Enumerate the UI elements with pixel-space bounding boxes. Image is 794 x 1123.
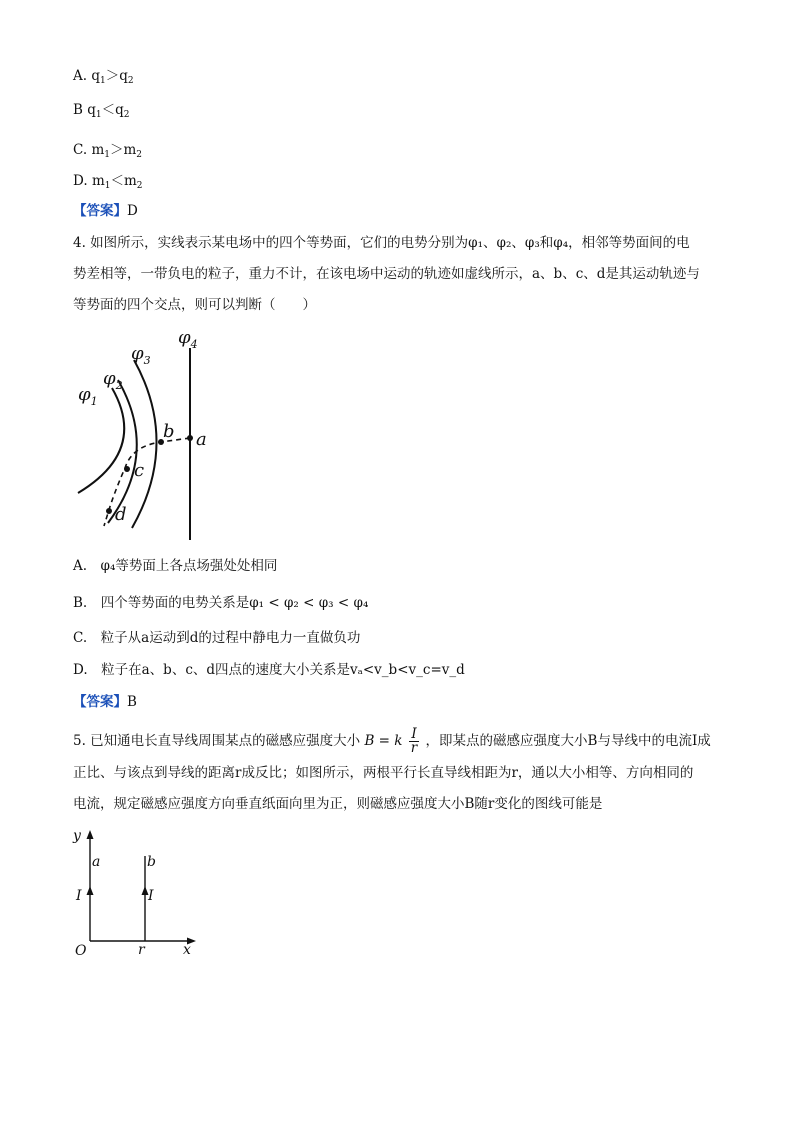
wire-b-current-label: I <box>148 888 154 904</box>
q5-stem-line1: 5. 已知通电长直导线周围某点的磁感应强度大小 B = k $\frac{I}{r}$ ，即某点的磁感应强度大小B与导线中的电流I成 <box>73 726 711 756</box>
wire-a-current-arrow <box>87 886 94 895</box>
phi1-label: $\varphi_1$ <box>78 384 98 408</box>
origin-label: O <box>75 943 87 959</box>
q3-option-a: A. $q_1>q_2$ <box>73 68 134 86</box>
q4-option-c: C. 粒子从a运动到d的过程中静电力一直做负功 <box>73 630 361 646</box>
point-c-dot <box>124 466 130 472</box>
q4-equipotential-figure <box>70 328 230 543</box>
q3-option-d: D. $m_1<m_2$ <box>73 173 143 191</box>
q4-stem-line2: 势差相等，一带负电的粒子，重力不计，在该电场中运动的轨迹如虚线所示，a、b、c、d是其运动轨迹与 <box>73 266 700 282</box>
point-d-dot <box>106 508 112 514</box>
point-d-label: d <box>115 504 127 525</box>
q5-stem-line3: 电流，规定磁感应强度方向垂直纸面向里为正，则磁感应强度大小B随r变化的图线可能是 <box>73 796 603 812</box>
y-axis-label: y <box>73 828 81 844</box>
point-c-label: c <box>134 460 145 481</box>
r-tick-label: r <box>138 942 145 958</box>
q5-wires-figure <box>70 826 210 961</box>
wire-a-label: a <box>92 854 101 870</box>
y-axis-arrow <box>87 830 94 839</box>
q4-option-b: B. 四个等势面的电势关系是φ₁ < φ₂ < φ₃ < φ₄ <box>73 595 369 611</box>
q4-stem-line3: 等势面的四个交点，则可以判断（ ） <box>73 297 316 313</box>
phi2-label: $\varphi_2$ <box>103 368 123 392</box>
wire-a-current-label: I <box>76 888 82 904</box>
phi4-label: $\varphi_4$ <box>178 327 198 351</box>
x-axis-label: x <box>183 942 191 958</box>
q3-answer: 【答案】D <box>73 203 138 219</box>
q4-option-d: D. 粒子在a、b、c、d四点的速度大小关系是vₐ<v_b<v_c=v_d <box>73 662 465 678</box>
phi3-label: $\varphi_3$ <box>131 343 151 367</box>
q3-option-b: B $q_1<q_2$ <box>73 102 130 120</box>
wire-b-label: b <box>147 854 156 870</box>
q5-stem-line2: 正比、与该点到导线的距离r成反比；如图所示，两根平行长直导线相距为r，通以大小相等、方向相同的 <box>73 765 694 781</box>
point-a-label: a <box>196 429 207 450</box>
q4-answer: 【答案】B <box>73 694 137 710</box>
q4-option-a: A. φ₄等势面上各点场强处处相同 <box>73 558 278 574</box>
q4-stem-line1: 4. 如图所示，实线表示某电场中的四个等势面，它们的电势分别为φ₁、φ₂、φ₃和φ₄，相邻等势面间的电 <box>73 235 690 251</box>
q3-option-c: C. $m_1>m_2$ <box>73 142 143 160</box>
q5-formula-lhs: B = k <box>364 733 403 749</box>
point-a-dot <box>187 435 193 441</box>
q5-formula-fraction: $\frac{I}{r}$ <box>410 726 418 756</box>
point-b-label: b <box>163 421 175 442</box>
